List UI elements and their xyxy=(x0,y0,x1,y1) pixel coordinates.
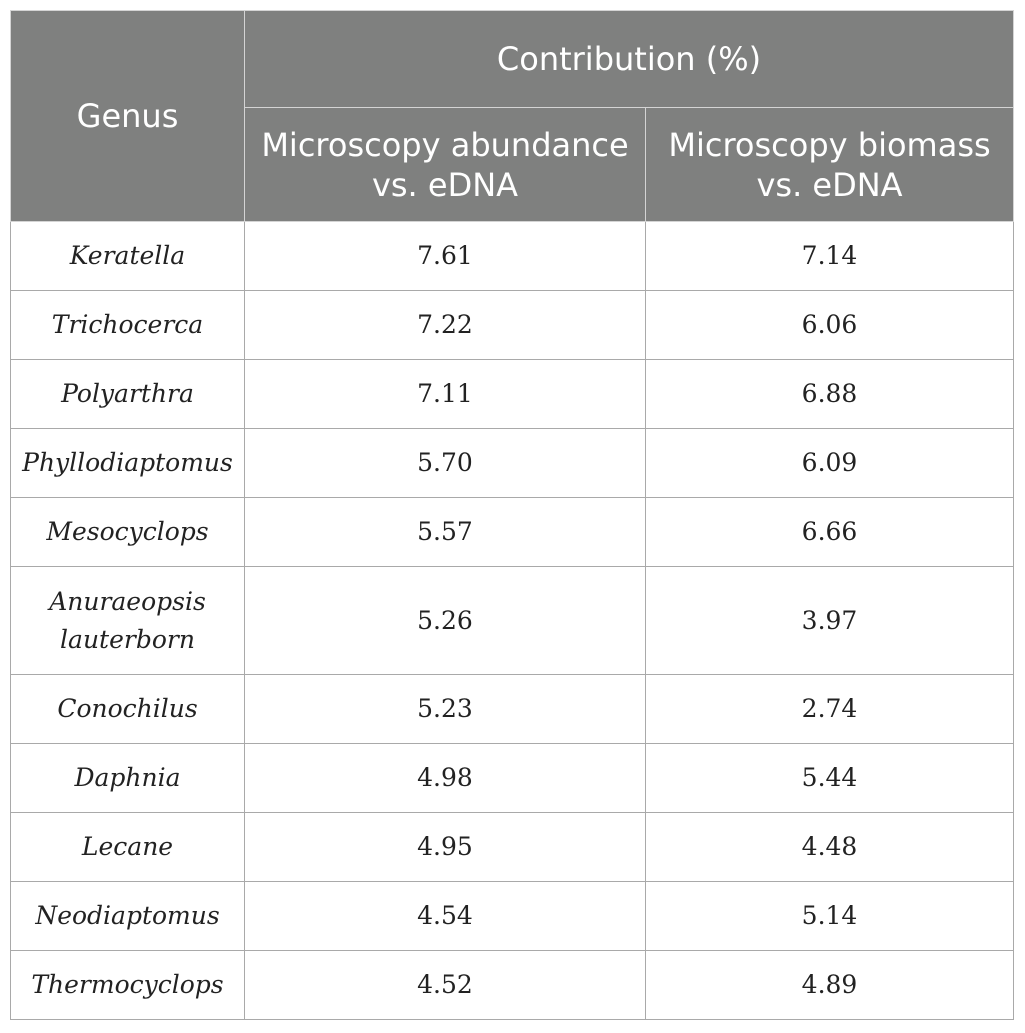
biomass-cell: 5.14 xyxy=(646,882,1014,951)
genus-cell: Conochilus xyxy=(11,675,245,744)
abundance-cell: 4.52 xyxy=(245,951,646,1020)
abundance-column-header: Microscopy abundance vs. eDNA xyxy=(245,108,646,222)
genus-cell: Daphnia xyxy=(11,744,245,813)
table-row xyxy=(11,498,1014,567)
biomass-cell: 4.89 xyxy=(646,951,1014,1020)
biomass-cell: 7.14 xyxy=(646,222,1014,291)
biomass-cell: 6.09 xyxy=(646,429,1014,498)
table-row xyxy=(11,744,1014,813)
abundance-cell: 7.61 xyxy=(245,222,646,291)
abundance-cell: 5.70 xyxy=(245,429,646,498)
table-body xyxy=(11,222,1014,1020)
table-header xyxy=(11,11,1014,222)
genus-cell: Trichocerca xyxy=(11,291,245,360)
biomass-cell: 6.66 xyxy=(646,498,1014,567)
abundance-cell: 7.11 xyxy=(245,360,646,429)
table-row xyxy=(11,882,1014,951)
table-row xyxy=(11,429,1014,498)
contribution-header: Contribution (%) xyxy=(245,11,1014,108)
genus-cell: Anuraeopsis lauterborn xyxy=(11,567,245,675)
abundance-cell: 4.98 xyxy=(245,744,646,813)
genus-cell: Mesocyclops xyxy=(11,498,245,567)
contribution-table xyxy=(10,10,1014,1020)
table-row xyxy=(11,951,1014,1020)
biomass-cell: 5.44 xyxy=(646,744,1014,813)
abundance-cell: 4.54 xyxy=(245,882,646,951)
biomass-cell: 4.48 xyxy=(646,813,1014,882)
genus-cell: Lecane xyxy=(11,813,245,882)
abundance-cell: 4.95 xyxy=(245,813,646,882)
biomass-column-header: Microscopy biomass vs. eDNA xyxy=(646,108,1014,222)
table-row xyxy=(11,813,1014,882)
table-row xyxy=(11,291,1014,360)
genus-cell: Polyarthra xyxy=(11,360,245,429)
abundance-cell: 5.23 xyxy=(245,675,646,744)
table-row xyxy=(11,360,1014,429)
genus-header: Genus xyxy=(11,11,245,222)
abundance-cell: 7.22 xyxy=(245,291,646,360)
genus-cell: Phyllodiaptomus xyxy=(11,429,245,498)
genus-cell: Neodiaptomus xyxy=(11,882,245,951)
genus-cell: Keratella xyxy=(11,222,245,291)
abundance-cell: 5.57 xyxy=(245,498,646,567)
table-row xyxy=(11,567,1014,675)
biomass-cell: 2.74 xyxy=(646,675,1014,744)
genus-cell: Thermocyclops xyxy=(11,951,245,1020)
biomass-cell: 6.88 xyxy=(646,360,1014,429)
abundance-cell: 5.26 xyxy=(245,567,646,675)
biomass-cell: 3.97 xyxy=(646,567,1014,675)
table-row xyxy=(11,222,1014,291)
table-row xyxy=(11,675,1014,744)
biomass-cell: 6.06 xyxy=(646,291,1014,360)
